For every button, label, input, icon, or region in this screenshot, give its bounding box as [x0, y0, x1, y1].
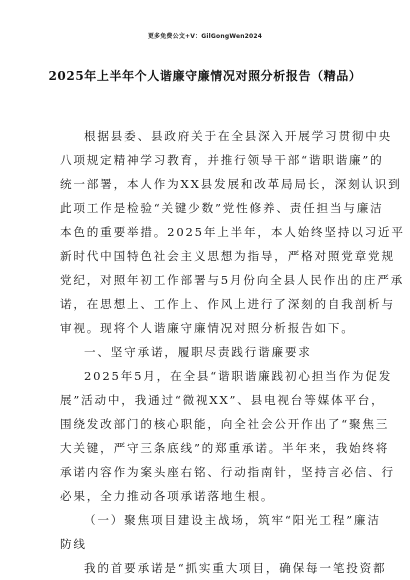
intro-paragraph — [60, 124, 405, 340]
text-line: 审视。现将个人谐廉守廉情况对照分析报告如下。 — [60, 321, 355, 335]
heading-line: 一、坚守承诺，履职尽责践行谐廉要求 — [84, 345, 312, 359]
heading-line: （一）聚焦项目建设主战场，筑牢“阳光工程”廉洁 — [84, 513, 381, 527]
text-line: 承诺内容作为案头座右铭、行动指南针，坚持言必信、行 — [60, 465, 395, 479]
text-line: 大关键，严守三条底线”的郑重承诺。半年来，我始终将 — [60, 441, 390, 455]
project-paragraph — [60, 556, 387, 580]
text-line: 统一部署，本人作为XX县发展和改革局局长，深刻认识到 — [60, 177, 402, 191]
text-line: 展”活动中，我通过“微视XX”、县电视台等媒体平台， — [60, 393, 385, 407]
text-line: 2025年5月，在全县“谐职谐廉践初心担当作为促发 — [84, 369, 393, 383]
text-line: 根据县委、县政府关于在全县深入开展学习贯彻中央 — [84, 129, 393, 143]
text-line: 新时代中国特色社会主义思想为指导，严格对照党章党规 — [60, 249, 395, 263]
text-line: 本色的重要举措。2025年上半年，本人始终坚持以习近平 — [60, 225, 405, 239]
text-line: 党纪，对照年初工作部署与5月份向全县人民作出的庄严承 — [60, 273, 405, 287]
section-heading — [60, 340, 350, 364]
header-note: 更多免费公文+V：GilGongWen2024 — [147, 33, 263, 40]
heading-line: 防线 — [60, 537, 87, 551]
commitment-paragraph — [60, 364, 395, 508]
text-line: 八项规定精神学习教育，并推行领导干部“谐职谐廉”的 — [60, 153, 384, 167]
subsection-heading — [60, 508, 381, 556]
text-line: 必果，全力推动各项承诺落地生根。 — [60, 489, 275, 503]
text-line: 围绕发改部门的核心职能，向全社会公开作出了“聚焦三 — [60, 417, 390, 431]
text-line: 我的首要承诺是“抓实重大项目，确保每一笔投资都 — [84, 561, 387, 575]
text-line: 此项工作是检验“关键少数”党性修养、责任担当与廉洁 — [60, 201, 384, 215]
text-line: 诺，在思想上、工作上、作风上进行了深刻的自我剖析与 — [60, 297, 395, 311]
document-title: 2025年上半年个人谐廉守廉情况对照分析报告（精品） — [48, 69, 362, 83]
